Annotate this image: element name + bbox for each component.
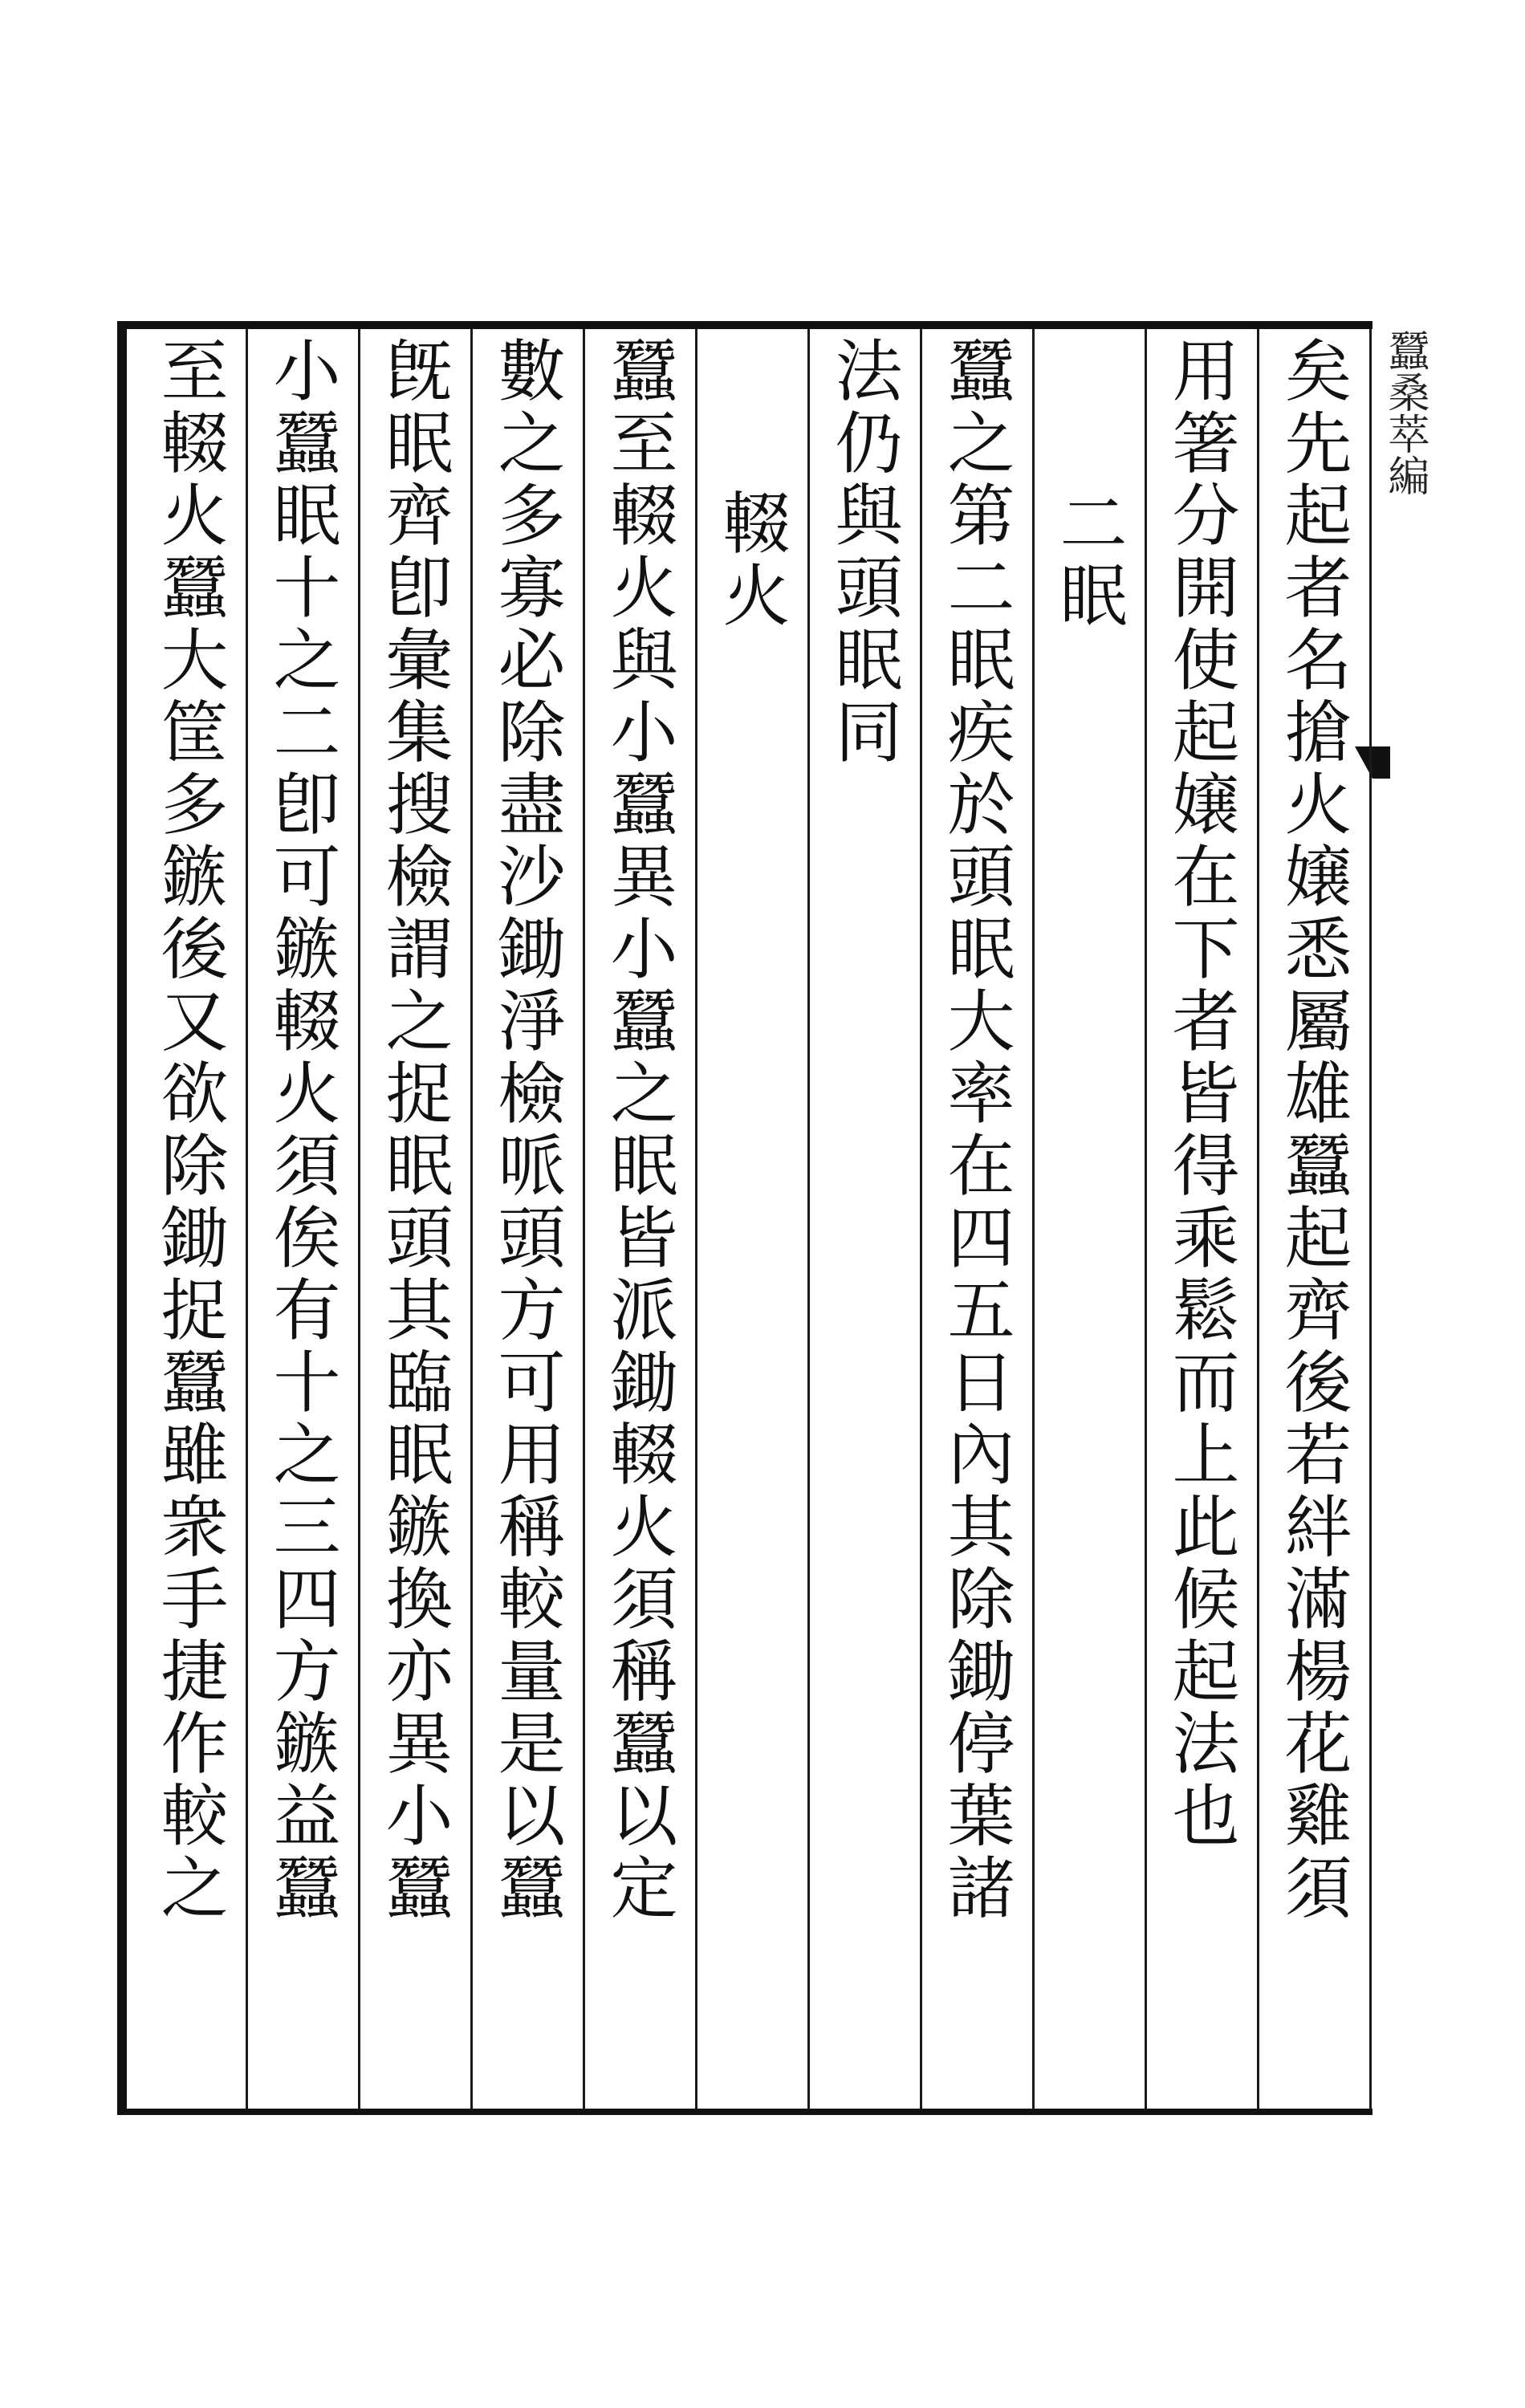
section-heading-chuo-huo: 輟火 [712, 488, 791, 633]
margin-title: 蠶桑萃編 [1381, 329, 1429, 496]
frame-top-border [120, 321, 1372, 329]
text-column-9: 旣眠齊卽彙集搜檢謂之捉眠頭其臨眠鏃換亦異小蠶 [375, 336, 453, 1925]
column-rule [1369, 329, 1372, 2109]
text-column-11: 至輟火蠶大筐多鏃後又欲除鋤捉蠶雖衆手捷作較之 [150, 336, 229, 1925]
text-column-7: 蠶至輟火與小蠶異小蠶之眠皆派鋤輟火須稱蠶以定 [600, 336, 678, 1925]
text-column-2: 用箸分開使起嬢在下者皆得乘鬆而上此候起法也 [1161, 336, 1240, 1853]
section-heading-er-mian: 二眠 [1049, 488, 1128, 633]
text-column-10: 小蠶眠十之二卽可鏃輟火須俟有十之三四方鏃益蠶 [262, 336, 341, 1925]
text-column-5: 法仍與頭眠同 [824, 336, 903, 769]
text-column-1: 矣先起者名搶火嬢悉屬雄蠶起齊後若絆滿楊花雞須 [1274, 336, 1352, 1925]
frame-left-border [117, 321, 127, 2115]
text-column-4: 蠶之第二眠疾於頭眠大率在四五日內其除鋤停葉諸 [937, 336, 1015, 1925]
text-column-8: 數之多寡必除盡沙鋤淨檢哌頭方可用稱較量是以蠶 [487, 336, 566, 1925]
